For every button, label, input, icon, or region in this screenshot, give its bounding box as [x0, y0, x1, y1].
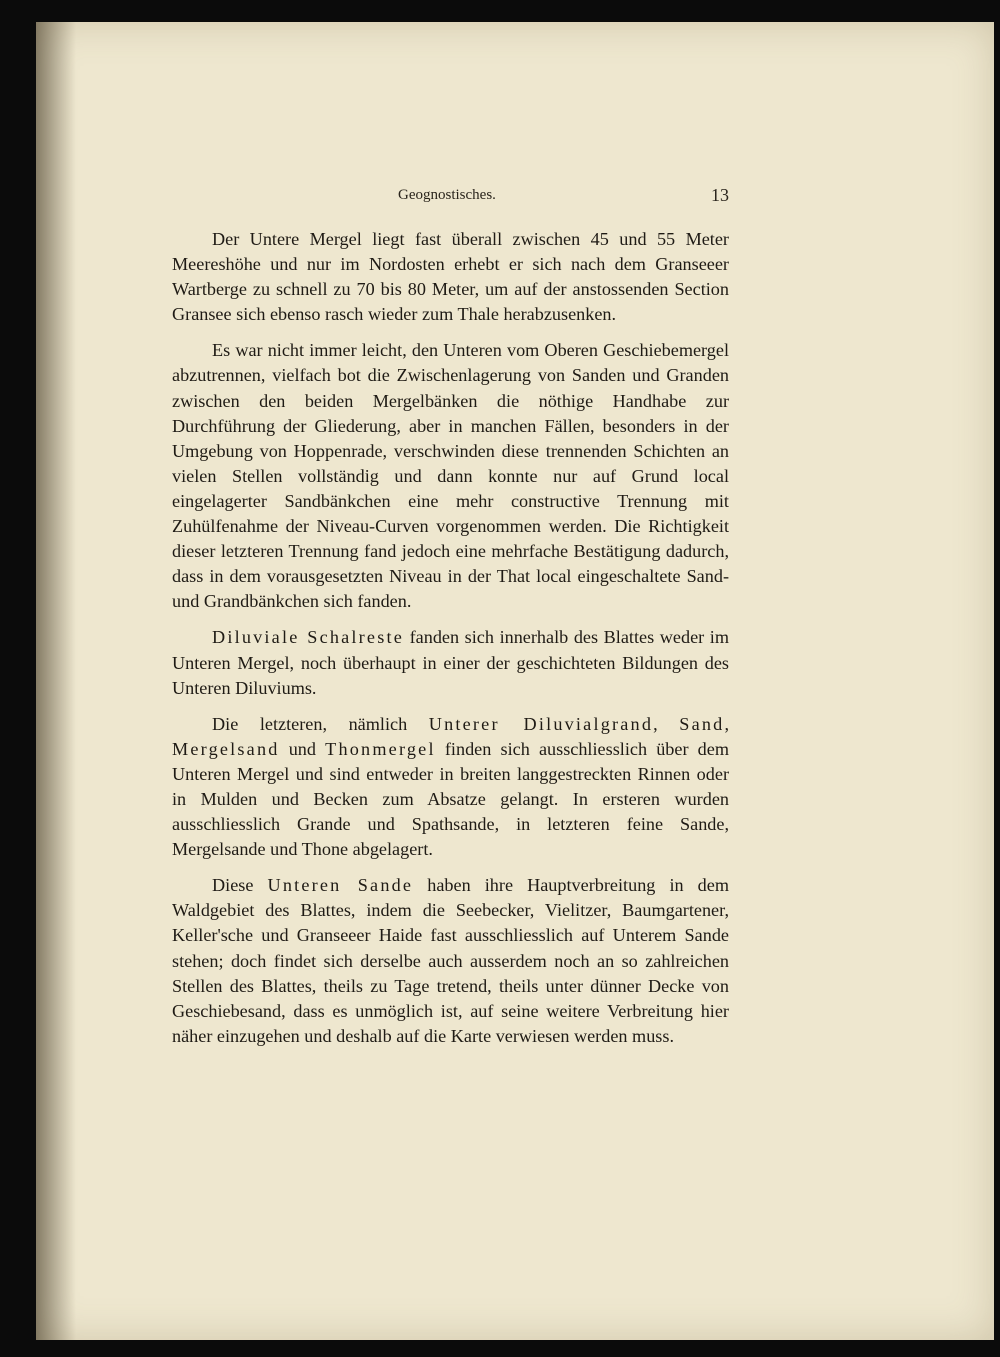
paragraph-4-text-d: und — [279, 738, 326, 759]
paragraph-4-text-c: , — [724, 713, 729, 734]
paragraph-3-text: fanden sich innerhalb des Blattes weder im Unteren Mergel, noch überhaupt in einer der geschichteten Bildungen des Unteren Diluviums. — [172, 627, 729, 698]
spaced-term: Thonmergel — [325, 738, 436, 759]
paragraph-5 — [172, 873, 729, 1049]
page-header — [172, 187, 729, 213]
paragraph-4-text-e: finden sich ausschliesslich über dem Unteren Mergel und sind entweder in breiten langgestreckten Rinnen oder in Mulden und Becken zum Absatze gelangt. In ersteren wurden ausschliesslich Grande und Spathsande, in letzteren feine Sande, Mergelsande und Thone abgelagert. — [172, 738, 729, 860]
paragraph-4 — [172, 712, 729, 863]
paragraph-2: Es war nicht immer leicht, den Unteren vom Oberen Geschiebemergel abzutrennen, vielfach bot die Zwischenlagerung von Sanden und Granden zwischen den beiden Mergelbänken die nöthige Handhabe zur Durchführung der Gliederung, aber in manchen Fällen, besonders in der Umgebung von Hoppenrade, verschwinden diese trennenden Schichten an vielen Stellen vollständig und dann konnte nur auf Grund local eingelagerter Sandbänkchen eine mehr constructive Trennung mit Zuhülfenahme der Niveau-Curven vorgenommen werden. Die Richtigkeit dieser letzteren Trennung fand jedoch eine mehrfache Bestätigung dadurch, dass in dem vorausgesetzten Niveau in der That local eingeschaltete Sand- und Grandbänkchen sich fanden. — [172, 340, 729, 612]
paragraph-4-text-a: Die letzteren, nämlich — [212, 713, 429, 734]
spaced-term: Sand — [679, 713, 725, 734]
paragraph-1: Der Untere Mergel liegt fast überall zwischen 45 und 55 Meter Meereshöhe und nur im Nordosten erhebt er sich nach dem Granseeer Wartberge zu schnell zu 70 bis 80 Meter, um auf der anstossenden Section Gransee sich ebenso rasch wieder zum Thale herabzusenken. — [172, 229, 729, 325]
body-text — [172, 227, 729, 1060]
spaced-term: Diluviale Schalreste — [212, 627, 405, 648]
running-title: Geognostisches. — [398, 187, 496, 203]
page-gutter-shadow — [36, 22, 76, 1340]
spaced-term: Unterer Diluvialgrand — [428, 713, 654, 734]
paragraph-5-text-b: haben ihre Hauptverbreitung in dem Waldgebiet des Blattes, indem die Seebecker, Vielitzer, Baumgartener, Keller'sche und Granseeer Haide fast ausschliesslich auf Unterem Sande stehen; doch findet sich derselbe auch ausserdem noch an so zahlreichen Stellen des Blattes, theils zu Tage tretend, theils unter dünner Decke von Geschiebesand, dass es unmöglich ist, auf seine weitere Verbreitung hier näher einzugehen und deshalb auf die Karte verwiesen werden muss. — [172, 875, 729, 1046]
paragraph-3 — [172, 625, 729, 700]
paragraph-4-text-b: , — [653, 713, 680, 734]
page-number: 13 — [711, 185, 729, 205]
spaced-term: Mergelsand — [172, 738, 280, 759]
spaced-term: Unteren Sande — [267, 875, 414, 896]
paragraph-5-text-a: Diese — [212, 875, 268, 896]
